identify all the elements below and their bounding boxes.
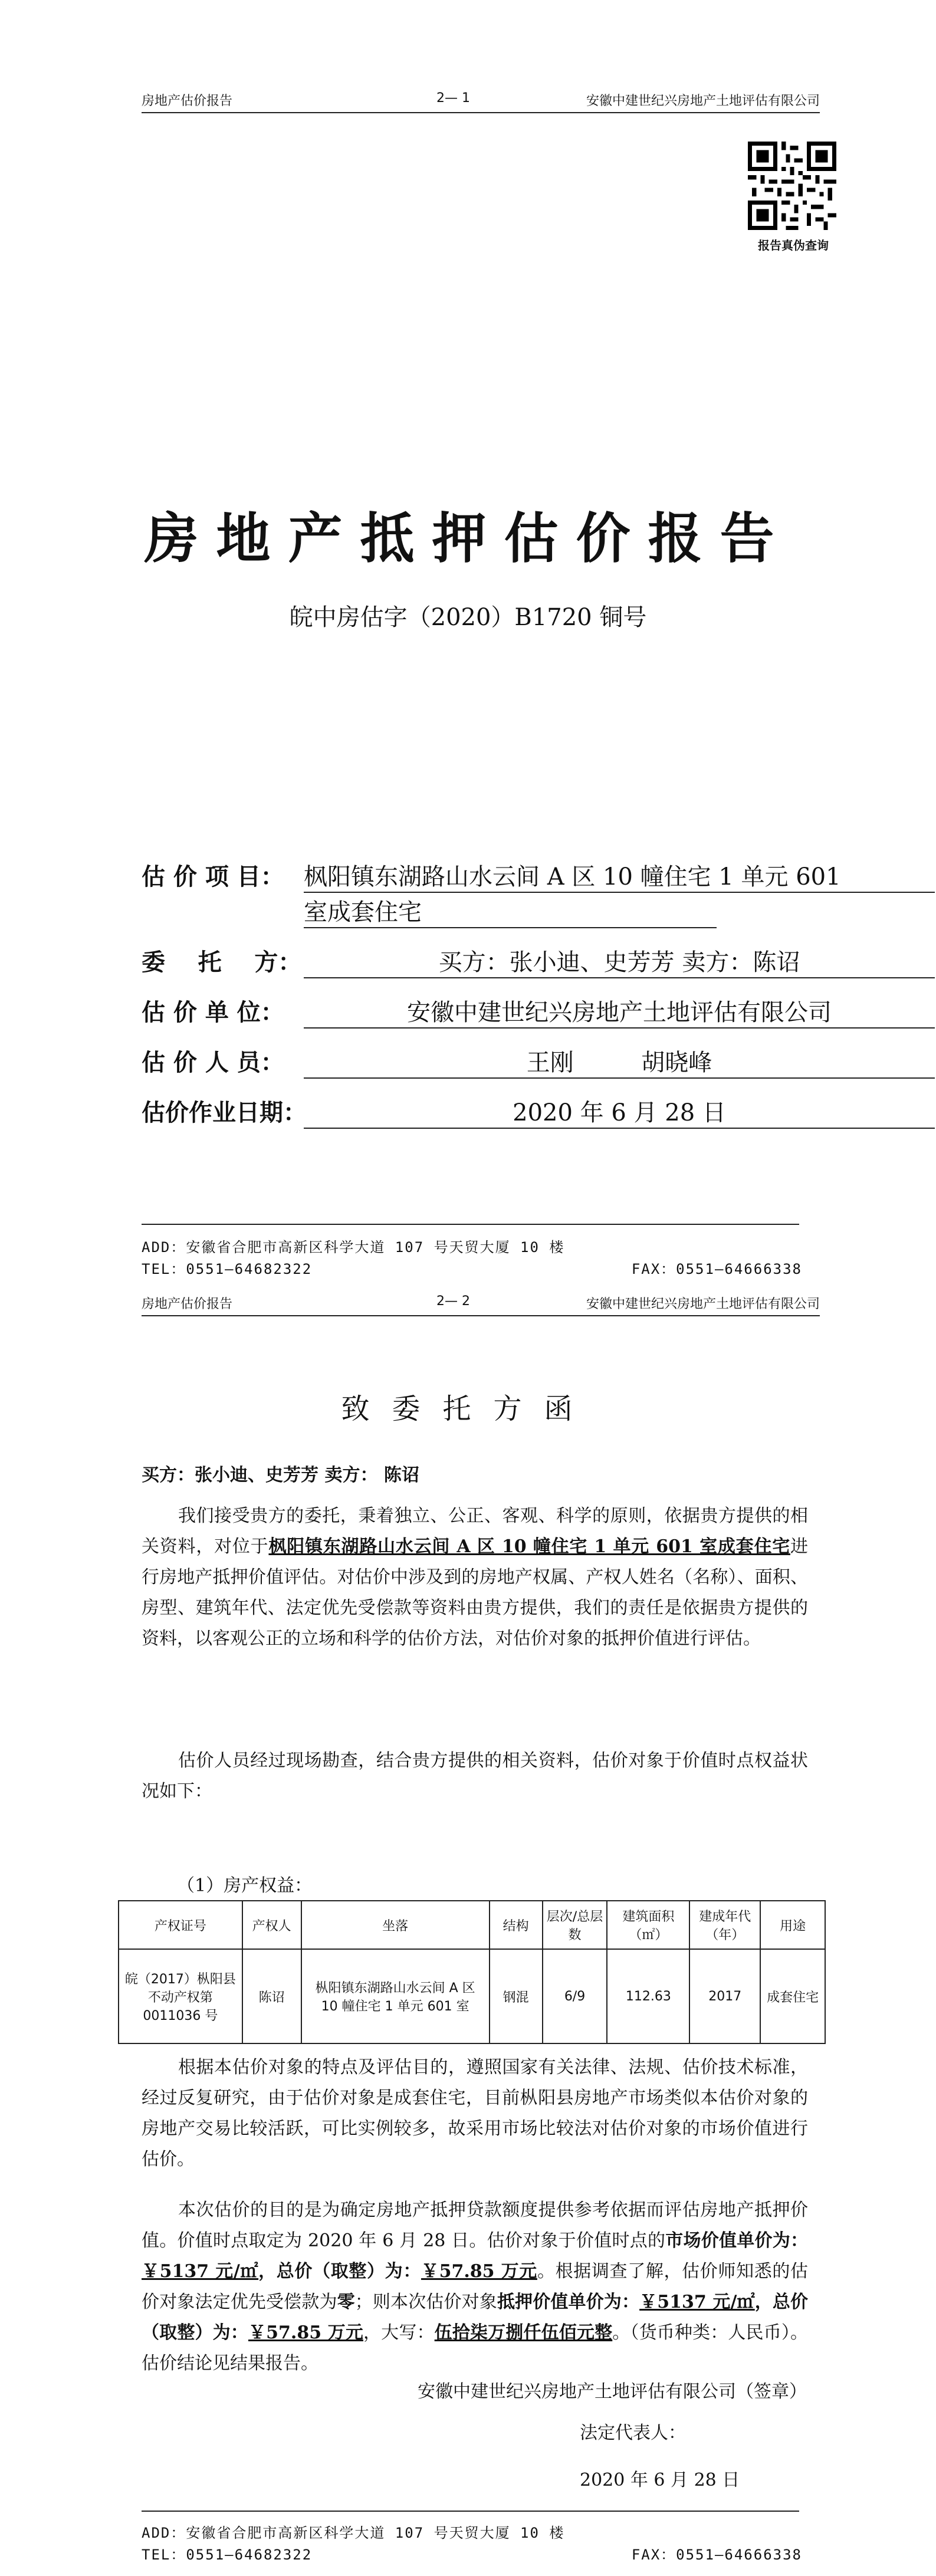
p1-property-address: 枫阳镇东湖路山水云间 A 区 10 幢住宅 1 单元 601 室成套住宅 [268, 1536, 791, 1557]
p4-mortgage-total-label: ，总价（取整）为： [142, 2292, 809, 2343]
p4-market-total-price: ￥57.85 万元 [421, 2261, 537, 2282]
footer-address: ADD：安徽省合肥市高新区科学大道 107 号天贸大厦 10 楼 [142, 1239, 565, 1256]
field-unit-value: 安徽中建世纪兴房地产土地评估有限公司 [304, 994, 935, 1029]
table-cell: 钢混 [490, 1949, 543, 2043]
page-header [142, 88, 820, 113]
footer-divider [142, 1224, 799, 1225]
footer-address: ADD：安徽省合肥市高新区科学大道 107 号天贸大厦 10 楼 [142, 2525, 565, 2541]
qr-code-icon[interactable] [748, 142, 836, 230]
p4-amount-in-words: 伍拾柒万捌仟伍佰元整 [434, 2322, 613, 2343]
letter-paragraph-2: 估价人员经过现场勘查，结合贵方提供的相关资料，估价对象于价值时点权益状况如下： [142, 1750, 808, 1802]
signature-representative: 法定代表人： [580, 2423, 686, 2443]
property-rights-table [118, 1900, 826, 2044]
p4-mortgage-unit-price: ￥5137 元/㎡ [639, 2292, 755, 2312]
header-company: 安徽中建世纪兴房地产土地评估有限公司 [586, 94, 820, 109]
footer-fax: FAX：0551—64666338 [631, 1261, 802, 1277]
header-page-number: 2— 2 [436, 1294, 470, 1309]
letter-salutation: 买方：张小迪、史芳芳 卖方： 陈诏 [142, 1465, 419, 1486]
field-date-label: 估价作业日期： [142, 1099, 307, 1126]
footer-tel: TEL：0551—64682322 [142, 2547, 313, 2563]
letter-page [0, 1292, 936, 2576]
p4-mortgage-total-price: ￥57.85 万元 [248, 2322, 363, 2343]
letter-title: 致委托方函 [341, 1392, 595, 1425]
signature-date: 2020 年 6 月 28 日 [580, 2470, 740, 2490]
table-header: 层次/总层数 [543, 1901, 607, 1949]
field-project-label: 估 价 项 目： [142, 863, 284, 891]
table-header: 产权人 [242, 1901, 301, 1949]
table-header: 用途 [760, 1901, 825, 1949]
table-row [119, 1949, 825, 2043]
p1-text-a: 我们接受贵方的委托，秉着独立、公正、客观、科学的原则，依据贵方提供的相关资料，对位于 [142, 1506, 808, 1557]
field-unit-label: 估 价 单 位： [142, 999, 284, 1026]
p4-text: 。根据调查了解，估价师知悉的估价对象法定优先受偿款为 [142, 2261, 809, 2312]
field-appraisers-label: 估 价 人 员： [142, 1049, 284, 1076]
table-header: 建成年代（年） [689, 1901, 760, 1949]
table-cell: 枞阳镇东湖路山水云间 A 区 10 幢住宅 1 单元 601 室 [301, 1949, 490, 2043]
page-header [142, 1292, 820, 1316]
footer-divider [142, 2511, 799, 2512]
table-header: 坐落 [301, 1901, 490, 1949]
p1-text-c: 进行房地产抵押价值评估。对估价中涉及到的房地产权属、产权人姓名（名称）、面积、房型、建筑年代、法定优先受偿款等资料由贵方提供，我们的责任是依据贵方提供的资料，以客观公正的立场和科学的估价方法，对估价对象的抵押价值进行评估。 [142, 1536, 809, 1649]
p4-text: 。（货币种类：人民币）。估价结论见结果报告。 [142, 2322, 809, 2374]
field-date-value: 2020 年 6 月 28 日 [304, 1094, 935, 1129]
table-header: 产权证号 [119, 1901, 242, 1949]
table-cell: 陈诏 [242, 1949, 301, 2043]
header-left: 房地产估价报告 [142, 1297, 233, 1312]
field-appraisers-value: 王刚 胡晓峰 [304, 1044, 935, 1079]
letter-paragraph-3: 根据本估价对象的特点及评估目的，遵照国家有关法律、法规、估价技术标准，经过反复研究，由于估价对象是成套住宅，目前枞阳县房地产市场类似本估价对象的房地产交易比较活跃，可比实例较多，故采用市场比较法对估价对象的市场价值进行估价。 [142, 2057, 808, 2170]
letter-paragraph-1 [142, 1501, 808, 1654]
header-page-number: 2— 1 [436, 91, 470, 106]
footer-tel: TEL：0551—64682322 [142, 1261, 313, 1277]
signature-company: 安徽中建世纪兴房地产土地评估有限公司（签章） [418, 2381, 807, 2402]
footer-contact [142, 1257, 802, 1278]
p4-market-unit-price: ￥5137 元/㎡ [142, 2261, 259, 2282]
p4-market-unit-label: 市场价值单价为： [665, 2230, 809, 2251]
footer-fax: FAX：0551—64666338 [631, 2547, 802, 2563]
field-project-value: 枫阳镇东湖路山水云间 A 区 10 幢住宅 1 单元 601 [304, 858, 935, 893]
table-cell: 2017 [689, 1949, 760, 2043]
p4-mortgage-unit-label: 抵押价值单价为： [497, 2292, 640, 2312]
field-project-value-line2: 室成套住宅 [304, 893, 717, 928]
qr-caption: 报告真伪查询 [758, 238, 829, 252]
p4-text: 本次估价的目的是为确定房地产抵押贷款额度提供参考依据而评估房地产抵押价值。价值时点取定为 2020 年 6 月 28 日。估价对象于价值时点的 [142, 2200, 808, 2251]
table-header: 结构 [490, 1901, 543, 1949]
p4-text: ，大写： [363, 2322, 435, 2343]
p4-text: ；则本次估价对象 [354, 2292, 497, 2312]
p4-priority-amount: 零 [337, 2292, 355, 2312]
table-cell: 成套住宅 [760, 1949, 825, 2043]
header-company: 安徽中建世纪兴房地产土地评估有限公司 [586, 1297, 820, 1312]
header-left: 房地产估价报告 [142, 94, 233, 109]
p4-market-total-label: ，总价（取整）为： [258, 2261, 421, 2282]
footer-contact [142, 2543, 802, 2564]
report-title: 房地产抵押估价报告 [144, 507, 792, 570]
field-client-value: 买方：张小迪、史芳芳 卖方：陈诏 [304, 944, 935, 978]
letter-paragraph-4 [142, 2195, 808, 2379]
table-header: 建筑面积（㎡） [607, 1901, 689, 1949]
table-header-row [119, 1901, 825, 1949]
report-number: 皖中房估字（2020）B1720 铜号 [289, 604, 647, 631]
table-cell: 112.63 [607, 1949, 689, 2043]
field-client-label: 委 托 方： [142, 949, 302, 976]
rights-subheading: （1）房产权益： [177, 1875, 313, 1896]
table-cell: 皖（2017）枞阳县不动产权第 0011036 号 [119, 1949, 242, 2043]
table-cell: 6/9 [543, 1949, 607, 2043]
